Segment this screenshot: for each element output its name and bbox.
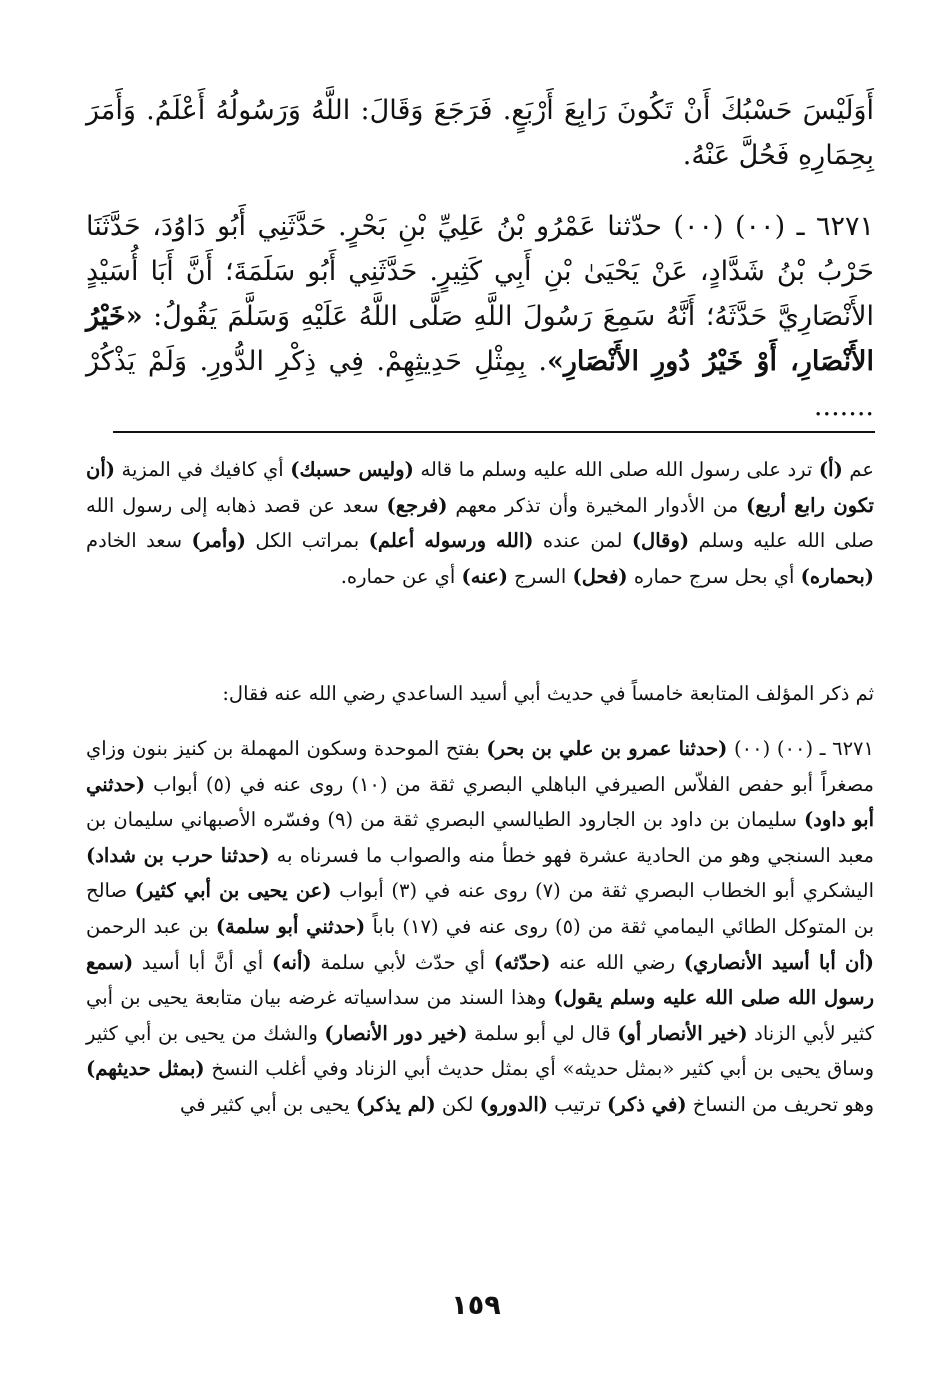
commentary-span: صالح بن المتوكل الطائي اليمامي ثقة من (٥) روى عنه في (١٧) باباً xyxy=(86,879,874,938)
bold-quote: (أن أبا أسيد الأنصاري) xyxy=(683,950,874,974)
bold-quote: (سمع رسول الله صلى الله عليه وسلم يقول) xyxy=(86,950,874,1010)
commentary-span: أي أنَّ أبا أسيد xyxy=(133,950,272,974)
bold-quote: (حدثني أبو داود) xyxy=(86,772,874,832)
bold-quote: (أ) xyxy=(818,458,843,481)
bold-quote: (في ذكر) xyxy=(607,1092,687,1116)
commentary-paragraph-2 xyxy=(86,676,874,712)
commentary-span: سليمان بن داود بن الجارود الطيالسي البصري ثقة من (٩) وفسّره الأصبهاني سليمان بن معبد السنجي وهو من الحادية عشرة فهو خطأ منه والصواب ما فسرناه به xyxy=(86,808,874,867)
bold-quote: (لم يذكر) xyxy=(355,1092,436,1116)
hadith-ending: . بِمِثْلِ حَدِيثِهِمْ. فِي ذِكْرِ الدُّورِ. وَلَمْ يَذْكُرْ ....... xyxy=(86,346,874,422)
bold-quote: (حدثنا حرب بن شداد) xyxy=(86,843,270,867)
bold-quote: (بمثل حديثهم) xyxy=(86,1057,205,1081)
bold-quote: (أن تكون رابع أربع) xyxy=(86,458,874,517)
commentary-span: ٦٢٧١ ـ (٠٠) (٠٠) xyxy=(727,737,875,760)
commentary-text xyxy=(86,452,874,594)
commentary-paragraph-3 xyxy=(86,731,874,1123)
bold-quote: (عنه) xyxy=(461,564,508,588)
hadith-isnad: ٦٢٧١ ـ (٠٠) (٠٠) حدّثنا عَمْرُو بْنُ عَلِيِّ بْنِ بَحْرٍ. حَدَّثَنِي أَبُو دَاوُدَ، حَدَّثَنَا حَرْبُ بْنُ شَدَّادٍ، عَنْ يَحْيَىٰ بْنِ أَبِي كَثِيرٍ. حَدَّثَنِي أَبُو سَلَمَةَ؛ أَنَّ أَبَا أُسَيْدٍ الأَنْصَارِيَّ حَدَّثَهُ؛ أَنَّهُ سَمِعَ رَسُولَ اللَّهِ صَلَّى اللَّهُ عَلَيْهِ وَسَلَّمَ يَقُولُ: xyxy=(86,211,874,332)
bold-quote: (حدثني أبو سلمة) xyxy=(215,914,366,938)
bold-quote: (الله ورسوله أعلم) xyxy=(368,529,534,553)
bold-quote: (عن يحيى بن أبي كثير) xyxy=(134,879,332,903)
hadith-paragraph: أَوَلَيْسَ حَسْبُكَ أَنْ تَكُونَ رَابِعَ أَرْبَعٍ. فَرَجَعَ وَقَالَ: اللَّهُ وَرَسُولُهُ أَعْلَمُ. وَأَمَرَ بِحِمَارِهِ فَحُلَّ عَنْهُ. xyxy=(86,95,874,171)
bold-quote: (فرجع) xyxy=(386,493,448,517)
commentary-span: أي بحل سرج حماره xyxy=(627,564,801,588)
commentary-span: اليشكري أبو الخطاب البصري ثقة من (٧) روى عنه في (٣) أبواب xyxy=(331,879,875,903)
bold-quote: (حدثنا عمرو بن علي بن بحر) xyxy=(486,737,728,760)
commentary-span: أي عن حماره. xyxy=(340,564,462,588)
commentary-span: ترد على رسول الله صلى الله عليه وسلم ما قاله xyxy=(413,458,819,481)
commentary-span: من الأدوار المخيرة وأن تذكر معهم xyxy=(447,493,746,517)
bold-quote: (بحماره) xyxy=(800,564,874,588)
bold-quote: (وقال) xyxy=(631,529,690,553)
bold-quote: (أنه) xyxy=(271,950,312,974)
commentary-span: أي كافيك في المزية xyxy=(114,458,291,481)
bold-quote: (وليس حسبك) xyxy=(290,458,414,481)
bold-quote: (الدورو) xyxy=(479,1092,548,1116)
commentary-span: رضي الله عنه xyxy=(550,950,684,974)
commentary-paragraph-1 xyxy=(86,452,874,594)
commentary-span: وهذا السند من سداسياته غرضه بيان متابعة يحيى بن أبي كثير لأبي الزناد xyxy=(86,986,875,1045)
commentary-span: بمراتب الكل xyxy=(245,529,369,553)
footnote-divider xyxy=(113,431,875,433)
commentary-span: سعد الخادم xyxy=(86,529,192,553)
commentary-span: يحيى بن أبي كثير في xyxy=(179,1092,356,1116)
commentary-span: والشك من يحيى بن أبي كثير وساق يحيى بن أبي كثير «بمثل حديثه» أي بمثل حديث أبي الزناد وفي أغلب النسخ xyxy=(86,1021,874,1081)
bold-quote: (حدّثه) xyxy=(493,950,551,974)
commentary-span: السرج xyxy=(507,564,573,588)
hadith-6271 xyxy=(86,204,874,429)
hadith-text-continuation xyxy=(86,88,874,178)
commentary-span: أي حدّث لأبي سلمة xyxy=(311,950,494,974)
bold-quote: (خير دور الأنصار) xyxy=(324,1021,468,1045)
page-number: ١٥٩ xyxy=(451,1290,501,1321)
commentary-span: لكن xyxy=(435,1092,480,1116)
bold-quote: (خير الأنصار أو) xyxy=(617,1021,748,1045)
bold-quote: (فحل) xyxy=(572,564,628,588)
commentary-span: قال لي أبو سلمة xyxy=(467,1021,618,1045)
commentary-span: وهو تحريف من النساخ xyxy=(686,1092,874,1116)
hadith-paragraph xyxy=(86,204,874,429)
commentary-text: ثم ذكر المؤلف المتابعة خامساً في حديث أبي أسيد الساعدي رضي الله عنه فقال: xyxy=(222,682,874,705)
commentary-span: عم xyxy=(842,458,874,481)
bold-quote: (وأمر) xyxy=(191,529,246,553)
commentary-span: سعد عن قصد ذهابه إلى رسول الله صلى الله عليه وسلم xyxy=(86,493,874,553)
hadith-quote: «خَيْرُ الأَنْصَارِ، أَوْ خَيْرُ دُورِ الأَنْصَارِ» xyxy=(86,301,874,377)
commentary-span: ترتيب xyxy=(547,1092,608,1116)
commentary-span: بفتح الموحدة وسكون المهملة بن كنيز بنون وزاي مصغراً أبو حفص الفلاّس الصيرفي الباهلي البصري ثقة من (١٠) روى عنه في (٥) أبواب xyxy=(86,737,875,796)
commentary-span: لمن عنده xyxy=(533,529,632,553)
commentary-span: بن عبد الرحمن xyxy=(86,914,216,938)
commentary-text xyxy=(86,731,874,1123)
